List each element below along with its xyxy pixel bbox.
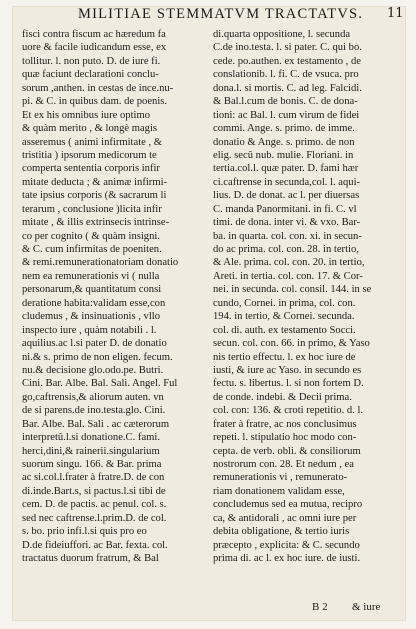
book-page [12,6,406,621]
text-line: aquilius.ac l.si pater D. de donatio [22,338,167,350]
text-line: fectu. s. libertus. l. si non fortem D. [213,378,364,390]
text-line: suorum singu. 166. & Bar. prima [22,459,162,470]
text-line: asseremus ( animi infirmitate , & [22,136,163,148]
text-line: do ac prima. col. con. 28. in tertio, [213,244,359,255]
text-line: go,caftrensis,& aliorum auten. vn [22,391,164,403]
left-column [22,28,211,566]
text-line: dona.l. si mortis. C. ad leg. Falcidi. [213,82,362,94]
text-line: uore & facile iudicandum esse, ex [22,42,167,54]
text-line: fisci contra fiscum ac hæredum fa [22,29,166,40]
text-line: pi. & C. in quibus dam. de poenis. [22,96,168,108]
text-line: tate ipsius corporis (& sacrarum li [22,190,167,202]
text-line: remunerationis vi , remunerato- [213,472,348,484]
text-line: quæ faciunt declarationi conclu- [22,69,159,81]
text-line: præcepto , explicita: & C. secundo [213,539,360,551]
text-line: cem. D. de pactis. ac penul. col. s. [22,499,167,511]
text-line: di.inde.Bart.s, si pactus.l.si tibi de [22,485,166,497]
text-line: cludemus , & insinuationis , vllo [22,311,161,323]
text-line: prima di. ac l. ex hoc iure. de iusti. [213,553,361,565]
right-column [213,28,402,566]
text-line: lius. D. de donat. ac l. per diuersas [213,190,360,202]
text-line: donatio & Ange. s. primo. de non [213,136,355,148]
text-line: col. di. auth. ex testamento Socci. [213,324,356,336]
text-line: de si parens.de ino.testa.glo. Cini. [22,405,166,417]
text-line: commi. Ange. s. primo. de imme. [213,123,355,135]
text-line: Areti. in tertia. col. con. 17. & Cor- [213,270,363,282]
signature-mark: B 2 [312,601,328,613]
text-line: ci.caftrense in secunda,col. l. aqui- [213,176,361,188]
text-line: debita obligatione, & tertio iuris [213,526,350,538]
text-line: nu.& decisione glo.odo.pe. Butri. [22,364,164,376]
catchword: & iure [352,601,381,613]
text-line: secun. col. con. 66. in primo, & Yaso [213,338,370,350]
text-line: tristitia ) ipsorum medicorum te [22,149,157,161]
text-line: s. bo. prio infi.l.si quis pro eo [22,526,147,538]
text-line: ni.& s. primo de non eligen. fecum. [22,351,173,363]
text-line: tollitur. l. non puto. D. de iure fi. [22,55,161,67]
text-line: repeti. l. stipulatio hoc modo con- [213,432,357,444]
text-line: ba. in quarta. col. con. xi. in secun- [213,230,362,242]
text-line: mitate deducta ; & animæ infirmi- [22,176,168,188]
text-line: & remi.remunerationatoriam donatio [22,257,179,269]
text-line: C.de ino.testa. l. si pater. C. qui bo. [213,42,362,54]
text-line: & Bal.l.cum de bonis. C. de dona- [213,96,358,108]
text-line: & quàm merito , & longè magis [22,123,158,135]
text-line: tertia.col.l. quæ pater. D. fami hær [213,163,359,175]
text-line: tioni: ac Bal. l. cum virum de fidei [213,109,360,121]
text-line: nei. in secunda. col. consil. 144. in se [213,284,372,296]
text-line: herci,dini,& rainerii.singularium [22,445,160,457]
text-line: Cini. Bar. Albe. Bal. Sali. Angel. Ful [22,378,178,390]
text-line: nostrorum con. 28. Et nedum , ea [213,459,354,470]
text-line: iusti, & iure ac Yaso. in secundo es [213,364,362,376]
text-line: sed nec caftrense.l.prim.D. de col. [22,512,167,524]
text-line: conslationib. l. fi. C. de vsuca. pro [213,69,359,81]
text-line: D.de fideiuffori. ac Bar. fexta. col. [22,539,168,551]
text-line: cundo, Cornei. in prima, col. con. [213,297,356,309]
text-line: cede. po.authen. ex testamento , de [213,55,361,67]
text-line: & Ale. prima. col. con. 20. in tertio, [213,257,365,269]
text-line: 194. in tertio, & Cornei. secunda. [213,311,355,323]
text-line: inspecto iure , quàm notabili . l. [22,324,157,336]
text-line: de conde. indebi. & Decii prima. [213,391,352,403]
text-line: timi. de dona. inter vi. & vxo. Bar- [213,217,361,229]
text-line: nem ea remunerationis vi ( nulla [22,270,160,282]
text-line: deratione habita:validam esse,con [22,297,166,309]
text-line: ca, & antidorali , ac omni iure per [213,512,357,524]
text-line: cepta. de verb. obli. & consiliorum [213,445,361,457]
text-line: concludemus sed ea mutua, recipro [213,499,363,511]
text-line: col. con: 136. & croti repetitio. d. l. [213,405,364,417]
text-line: Bar. Albe. Bal. Sali . ac cæterorum [22,418,170,430]
column-gutter [210,30,211,600]
text-line: & C. cum infirmitas de poeniten. [22,244,162,255]
text-line: frater à fratre, ac nos conclusimus [213,418,357,430]
text-line: Et ex his omnibus iure optimo [22,109,150,121]
text-line: elig. secû nub. mulie. Floriani. in [213,149,354,161]
text-line: terarum , conclusione )licita infir [22,203,162,215]
folio-number: 11 [387,6,404,21]
text-line: tractatus duorum fratrum, & Bal [22,553,159,565]
text-line: sorum ,anthen. in cestas de ince.nu- [22,82,174,94]
text-line: personarum,& quantitatum consi [22,284,162,296]
running-title: MILITIAE STEMMATVM TRACTATVS. [78,6,364,22]
text-line: co per cognito ( & quàm insigni. [22,230,160,242]
text-line: mitate , & illis extrinsecis intrinse- [22,217,170,229]
text-line: di.quarta oppositione, l. secunda [213,29,351,40]
text-line: ac si.col.l.frater à fratre.D. de con [22,472,165,484]
text-line: riam donationem validam esse, [213,485,345,497]
text-line: interpretû.l.si donatione.C. fami. [22,432,160,444]
text-line: C. manda Panormitani. in fi. C. vl [213,203,357,215]
text-line: nis tertio effectu. l. ex hoc iure de [213,351,356,363]
text-line: comperta sententia corporis infir [22,163,160,175]
